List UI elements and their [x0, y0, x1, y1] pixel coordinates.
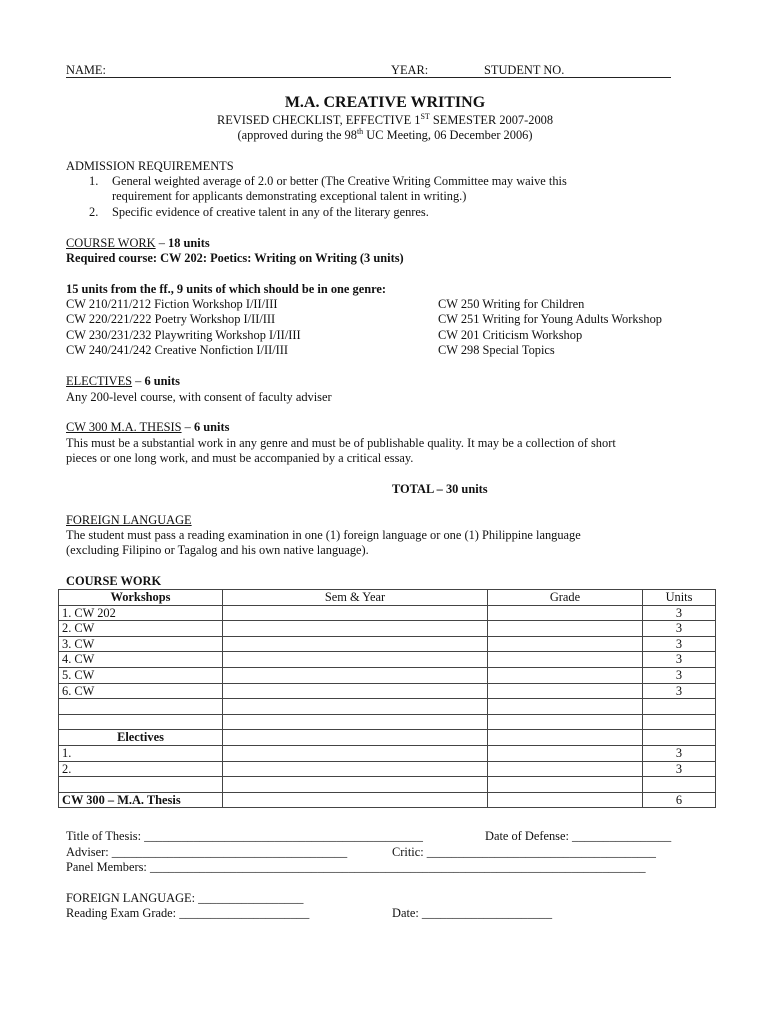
foreign-text: (excluding Filipino or Tagalog and his own native language).	[66, 543, 369, 557]
table-row	[59, 636, 716, 652]
table-row	[59, 667, 716, 683]
sem-year-cell[interactable]	[223, 652, 488, 668]
admission-item-num: 1.	[89, 174, 99, 188]
sem-year-cell[interactable]	[223, 621, 488, 637]
sem-year-cell[interactable]	[223, 667, 488, 683]
table-row-blank	[59, 777, 716, 793]
panel-members-field[interactable]: Panel Members: ________________________________________________________________________________	[66, 860, 646, 874]
header-sem-year: Sem & Year	[223, 590, 488, 606]
student-no-label: STUDENT NO.	[484, 63, 565, 77]
course-item: CW 298 Special Topics	[438, 343, 555, 357]
blank-cell[interactable]	[223, 699, 488, 715]
blank-cell[interactable]	[643, 699, 716, 715]
blank-cell	[223, 730, 488, 746]
course-cell: 4. CW	[59, 652, 223, 668]
course-cell: 5. CW	[59, 667, 223, 683]
blank-cell	[488, 730, 643, 746]
year-label: YEAR:	[391, 63, 429, 77]
units-cell: 3	[643, 636, 716, 652]
approval-note: (approved during the 98th UC Meeting, 06 December 2006)	[237, 126, 533, 142]
thesis-text: pieces or one long work, and must be accompanied by a critical essay.	[66, 451, 414, 465]
units-cell: 3	[643, 667, 716, 683]
table-row	[59, 605, 716, 621]
blank-cell[interactable]	[223, 714, 488, 730]
course-item: CW 250 Writing for Children	[438, 297, 585, 311]
course-item: CW 251 Writing for Young Adults Workshop	[438, 312, 662, 326]
course-item: CW 230/231/232 Playwriting Workshop I/II/III	[66, 328, 301, 342]
blank-cell[interactable]	[488, 714, 643, 730]
units-cell: 3	[643, 652, 716, 668]
blank-cell[interactable]	[643, 777, 716, 793]
course-item: CW 210/211/212 Fiction Workshop I/II/III	[66, 297, 278, 311]
thesis-course-cell: CW 300 – M.A. Thesis	[59, 792, 223, 808]
course-cell: 2.	[59, 761, 223, 777]
coursework-heading: COURSE WORK – 18 units	[66, 236, 210, 250]
thesis-text: This must be a substantial work in any genre and must be of publishable quality. It may be a collection of short	[66, 436, 616, 450]
blank-cell[interactable]	[59, 699, 223, 715]
foreign-text: The student must pass a reading examination in one (1) foreign language or one (1) Philippine language	[66, 528, 581, 542]
table-header-row	[59, 590, 716, 606]
grade-cell[interactable]	[488, 761, 643, 777]
blank-cell[interactable]	[488, 777, 643, 793]
units-cell: 3	[643, 621, 716, 637]
grade-cell[interactable]	[488, 792, 643, 808]
thesis-heading: CW 300 M.A. THESIS – 6 units	[66, 420, 230, 434]
units-cell: 3	[643, 605, 716, 621]
header-units: Units	[643, 590, 716, 606]
course-cell: 1.	[59, 745, 223, 761]
admission-item-text: requirement for applicants demonstrating exceptional talent in writing.)	[112, 189, 467, 203]
grade-cell[interactable]	[488, 745, 643, 761]
course-cell: 6. CW	[59, 683, 223, 699]
page-title: M.A. CREATIVE WRITING	[284, 94, 486, 111]
header-workshops: Workshops	[59, 590, 223, 606]
genre-note: 15 units from the ff., 9 units of which should be in one genre:	[66, 282, 387, 296]
header-grade: Grade	[488, 590, 643, 606]
admission-item-num: 2.	[89, 205, 99, 219]
total-units: TOTAL – 30 units	[392, 482, 488, 496]
sem-year-cell[interactable]	[223, 792, 488, 808]
table-row-blank	[59, 699, 716, 715]
electives-header-row	[59, 730, 716, 746]
units-cell: 6	[643, 792, 716, 808]
admission-item-text: Specific evidence of creative talent in any of the literary genres.	[112, 205, 429, 219]
title-of-thesis-field[interactable]: Title of Thesis: _____________________________________________	[66, 829, 423, 843]
date-field[interactable]: Date: _____________________	[392, 906, 553, 920]
course-cell: 3. CW	[59, 636, 223, 652]
units-cell: 3	[643, 683, 716, 699]
sem-year-cell[interactable]	[223, 745, 488, 761]
checklist-subtitle: REVISED CHECKLIST, EFFECTIVE 1ST SEMESTER 2007-2008	[216, 111, 554, 127]
admission-heading: ADMISSION REQUIREMENTS	[66, 159, 234, 173]
date-of-defense-field[interactable]: Date of Defense: ________________	[485, 829, 672, 843]
reading-exam-grade-field[interactable]: Reading Exam Grade: _____________________	[66, 906, 310, 920]
course-item: CW 220/221/222 Poetry Workshop I/II/III	[66, 312, 276, 326]
sem-year-cell[interactable]	[223, 683, 488, 699]
blank-cell	[643, 730, 716, 746]
units-cell: 3	[643, 745, 716, 761]
table-row	[59, 621, 716, 637]
blank-cell[interactable]	[488, 699, 643, 715]
course-cell: 2. CW	[59, 621, 223, 637]
blank-cell[interactable]	[223, 777, 488, 793]
admission-item-text: General weighted average of 2.0 or better (The Creative Writing Committee may waive this	[112, 174, 567, 188]
grade-cell[interactable]	[488, 652, 643, 668]
electives-text: Any 200-level course, with consent of faculty adviser	[66, 390, 332, 404]
units-cell: 3	[643, 761, 716, 777]
electives-label: Electives	[59, 730, 223, 746]
name-label: NAME:	[66, 63, 106, 77]
foreign-heading: FOREIGN LANGUAGE	[66, 513, 192, 527]
sem-year-cell[interactable]	[223, 636, 488, 652]
table-title: COURSE WORK	[66, 574, 162, 588]
grade-cell[interactable]	[488, 667, 643, 683]
blank-cell[interactable]	[59, 777, 223, 793]
course-item: CW 201 Criticism Workshop	[438, 328, 583, 342]
adviser-field[interactable]: Adviser: ______________________________________	[66, 845, 348, 859]
grade-cell[interactable]	[488, 683, 643, 699]
blank-cell[interactable]	[59, 714, 223, 730]
sem-year-cell[interactable]	[223, 761, 488, 777]
sem-year-cell[interactable]	[223, 605, 488, 621]
table-row	[59, 652, 716, 668]
course-item: CW 240/241/242 Creative Nonfiction I/II/III	[66, 343, 289, 357]
required-course: Required course: CW 202: Poetics: Writing on Writing (3 units)	[66, 251, 404, 265]
grade-cell[interactable]	[488, 605, 643, 621]
table-row	[59, 745, 716, 761]
electives-heading: ELECTIVES – 6 units	[66, 374, 180, 388]
course-cell: 1. CW 202	[59, 605, 223, 621]
table-row	[59, 761, 716, 777]
header-underline	[66, 77, 671, 78]
table-row-blank	[59, 714, 716, 730]
coursework-table	[58, 589, 716, 808]
critic-field[interactable]: Critic: _____________________________________	[392, 845, 656, 859]
grade-cell[interactable]	[488, 636, 643, 652]
thesis-row	[59, 792, 716, 808]
grade-cell[interactable]	[488, 621, 643, 637]
table-row	[59, 683, 716, 699]
foreign-language-field[interactable]: FOREIGN LANGUAGE: _________________	[66, 891, 304, 905]
blank-cell[interactable]	[643, 714, 716, 730]
